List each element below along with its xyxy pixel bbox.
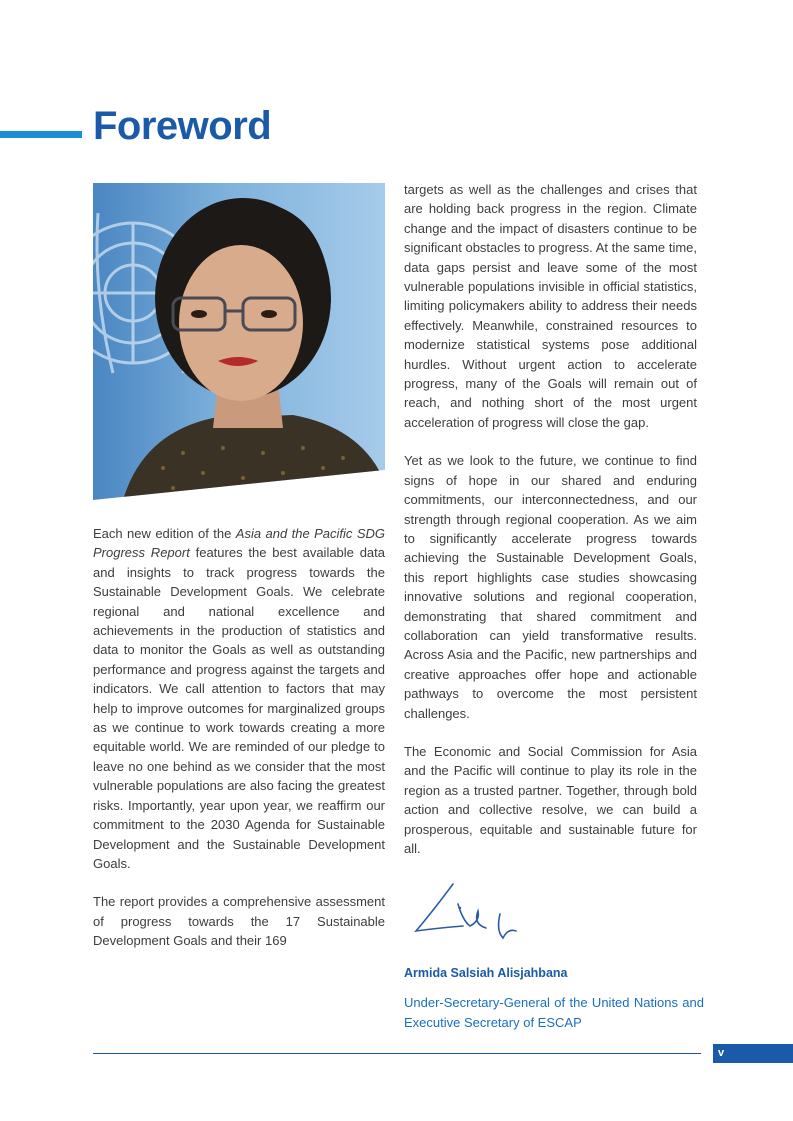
left-text-column (93, 524, 385, 970)
paragraph-closing: The Economic and Social Commission for Asia and the Pacific will continue to play its role in the region as a trusted partner. Together, through bold action and collective resolve, we can build a prosperous, equitable and sustainable future for all. (404, 743, 697, 856)
intro-text-end: features the best available data and insights to track progress towards the Sustainable Development Goals. We celebrate regional and national excellence and achievements in the production of statistics and data to monitor the Goals as well as outstanding performance and progress against the targets and indicators. We call attention to factors that may help to improve outcomes for marginalized groups as we continue to work towards creating a more equitable world. We are reminded of our pledge to leave no one behind as we consider that the most vulnerable populations are also facing the greatest risks. Importantly, year upon year, we reaffirm our commitment to the 2030 Agenda for Sustainable Development and the Sustainable Development Goals. (93, 545, 385, 871)
page-title: Foreword (93, 104, 272, 148)
signatory-name: Armida Salsiah Alisjahbana (404, 966, 568, 980)
page-number: v (713, 1044, 793, 1063)
right-text-column (404, 180, 697, 877)
signature-image (408, 876, 528, 946)
paragraph-assessment: The report provides a comprehensive assessment of progress towards the 17 Sustainable Development Goals and their 169 (93, 894, 385, 949)
footer-rule (93, 1053, 701, 1054)
paragraph-hope: Yet as we look to the future, we continue to find signs of hope in our shared and enduring commitments, our interconnectedness, and our strength through regional cooperation. As we aim to significantly accelerate progress towards achieving the Sustainable Development Goals, this report highlights case studies showcasing innovative solutions and regional cooperation, demonstrating that shared commitment and collaboration can yield transformative results. Across Asia and the Pacific, new partnerships and creative approaches offer hope and actionable pathways to overcome the most persistent challenges. (404, 453, 697, 721)
signatory-title: Under-Secretary-General of the United Nations and Executive Secretary of ESCAP (404, 995, 704, 1030)
report-title-italic: Asia and the Pacific SDG Progress Report (93, 526, 385, 561)
portrait-illustration (93, 183, 385, 500)
paragraph-challenges: targets as well as the challenges and crises that are holding back progress in the region. Climate change and the impact of disasters continue to be significant obstacles to progress. At the same time, data gaps persist and leave some of the most vulnerable populations invisible in official statistics, limiting policymakers ability to address their needs effectively. Meanwhile, constrained resources to modernize statistical systems pose additional hurdles. Without urgent action to accelerate progress, many of the Goals will remain out of reach, and nothing short of the most urgent acceleration of progress will close the gap. (404, 182, 697, 430)
intro-text-start: Each new edition of the (93, 526, 236, 541)
title-accent-bar (0, 131, 82, 138)
portrait-photo (93, 183, 385, 500)
paragraph-intro (93, 524, 385, 873)
